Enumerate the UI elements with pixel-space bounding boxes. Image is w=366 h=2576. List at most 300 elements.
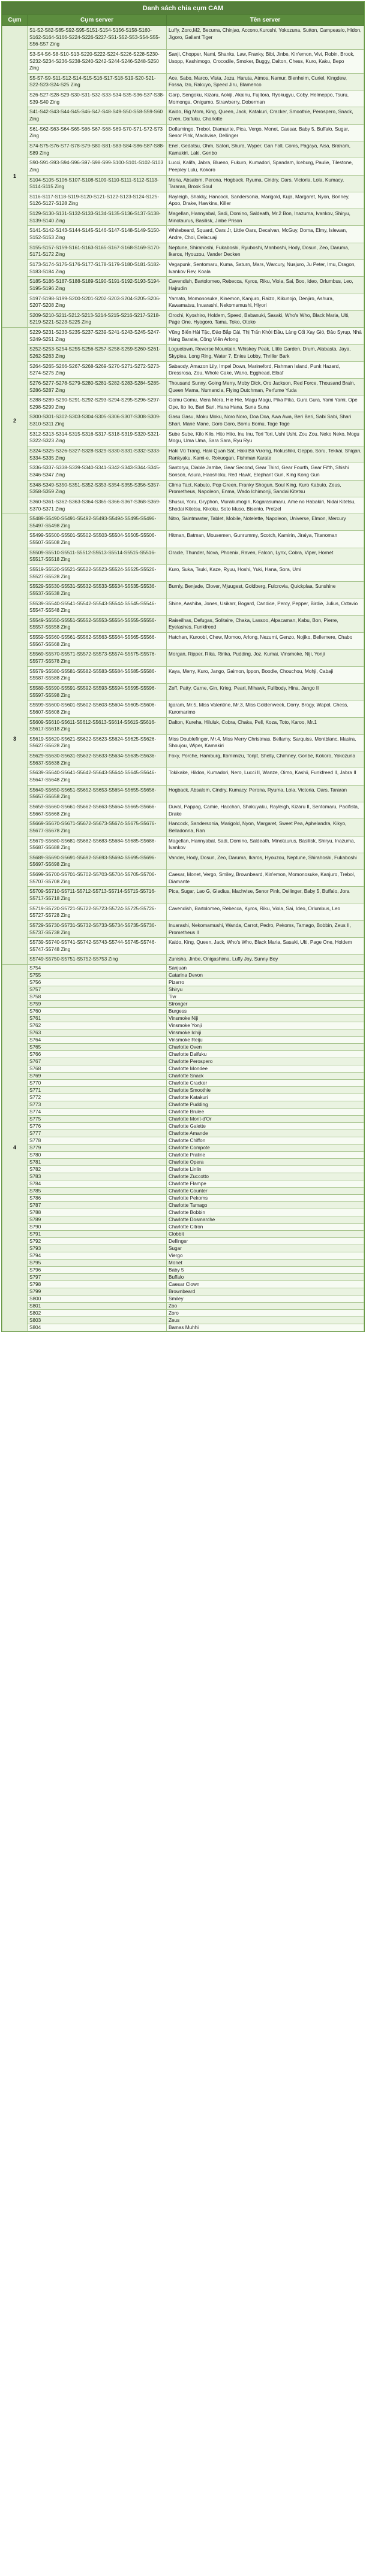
table-row xyxy=(2,328,364,345)
server-list-cell: S348-S349-S350-S351-S352-S353-S354-S355-S356-S357-S358-S359 Zing xyxy=(28,480,167,497)
server-list-cell: S336-S337-S338-S339-S340-S341-S342-S343-S344-S345-S346-S347 Zing xyxy=(28,463,167,480)
server-names-cell: Shine, Aashiba, Jones, Usikarr, Bogard, Candice, Percy, Pepper, Birdie, Julius, Octavio xyxy=(167,599,364,615)
server-list-cell: S798 xyxy=(28,1281,167,1288)
server-cluster-table xyxy=(2,2,364,1331)
table-body xyxy=(2,26,364,1331)
server-list-cell: S288-S289-S290-S291-S292-S293-S294-S295-S296-S297-S298-S299 Zing xyxy=(28,395,167,412)
server-names-cell: Hatchan, Kuroobi, Chew, Momoo, Arlong, Nezumi, Genzo, Nojiko, Bellemere, Chabo xyxy=(167,633,364,650)
table-row xyxy=(2,1080,364,1087)
server-list-cell: S761 xyxy=(28,1015,167,1022)
table-row xyxy=(2,1267,364,1274)
table-row xyxy=(2,1116,364,1123)
server-names-cell: Yamato, Momonosuke, Kinemon, Kanjuro, Raizo, Kikunojo, Denjiro, Ashura, Kawamatsu, Inuarashi, Nekomamushi, Hiyori xyxy=(167,294,364,310)
server-names-cell: Kaido, Big Mom, King, Queen, Jack, Katakuri, Cracker, Smoothie, Perospero, Snack, Oven, Daifuku, Charlotte xyxy=(167,107,364,124)
server-names-cell: Hitman, Batman, Mousemen, Gunrummy, Scotch, Kamirin, Jiraiya, Titanoman xyxy=(167,531,364,548)
server-list-cell: S5619-S5620-S5621-S5622-S5623-S5624-S5625-S5626-S5627-S5628 Zing xyxy=(28,734,167,751)
table-row xyxy=(2,1008,364,1015)
table-row xyxy=(2,175,364,192)
server-names-cell: Bamas Muhhi xyxy=(167,1324,364,1331)
server-names-cell: Stronger xyxy=(167,1001,364,1008)
server-names-cell: Charlotte Pudding xyxy=(167,1101,364,1109)
server-names-cell: Haki Vũ Trang, Haki Quan Sát, Haki Bá Vương, Rokushiki, Geppo, Soru, Tekkai, Shigan, Rankyaku, Kami-e, Rokuogan, Fishman Karate xyxy=(167,446,364,463)
table-row xyxy=(2,785,364,802)
server-list-cell: S801 xyxy=(28,1303,167,1310)
server-names-cell: Sube Sube, Kilo Kilo, Hito Hito, Inu Inu, Tori Tori, Ushi Ushi, Zou Zou, Neko Neko, Mogu Mogu, Uma Uma, Sara Sara, Ryu Ryu xyxy=(167,429,364,446)
table-row xyxy=(2,1159,364,1166)
table-row xyxy=(2,1029,364,1037)
server-names-cell: Charlotte Compote xyxy=(167,1144,364,1152)
server-list-cell: S794 xyxy=(28,1252,167,1260)
group-label: 2 xyxy=(2,328,28,514)
header-names: Tên server xyxy=(167,15,364,26)
server-list-cell: S129-S130-S131-S132-S133-S134-S135-S136-S137-S138-S139-S140 Zing xyxy=(28,209,167,226)
table-row xyxy=(2,986,364,993)
table-row xyxy=(2,1274,364,1281)
server-names-cell: Charlotte Brulee xyxy=(167,1109,364,1116)
server-names-cell: Garp, Sengoku, Kizaru, Aokiji, Akainu, Fujitora, Ryokugyu, Coby, Helmeppo, Tsuru, Momonga, Onigumo, Strawberry, Doberman xyxy=(167,90,364,107)
server-list-cell: S790 xyxy=(28,1224,167,1231)
server-list-cell: S74-S75-S76-S77-S78-S79-S80-S81-S83-S84-S86-S87-S88-S89 Zing xyxy=(28,141,167,158)
server-list-cell: S788 xyxy=(28,1209,167,1216)
server-names-cell: Charlotte Oven xyxy=(167,1044,364,1051)
server-list-cell: S312-S313-S314-S315-S316-S317-S318-S319-S320-S321-S322-S323 Zing xyxy=(28,429,167,446)
server-names-cell: Whitebeard, Squard, Oars Jr, Little Oars, Decalvan, McGuy, Doma, Elmy, Islewan, Andre, Choi, Delacuaji xyxy=(167,226,364,243)
server-names-cell: Charlotte Praline xyxy=(167,1152,364,1159)
server-list-cell: S5659-S5660-S5661-S5662-S5663-S5664-S5665-S5666-S5667-S5668 Zing xyxy=(28,802,167,819)
server-list-cell: S781 xyxy=(28,1159,167,1166)
table-row xyxy=(2,683,364,700)
server-list-cell: S754 xyxy=(28,965,167,972)
table-row xyxy=(2,582,364,599)
table-row xyxy=(2,920,364,937)
server-names-cell: Morgan, Ripper, Rika, Ririka, Pudding, Joz, Kumai, Vinsmoke, Niji, Yonji xyxy=(167,650,364,666)
server-list-cell: S5679-S5680-S5681-S5682-S5683-S5684-S5685-S5686-S5687-S5688 Zing xyxy=(28,836,167,853)
server-names-cell: Ace, Sabo, Marco, Vista, Jozu, Haruta, Atmos, Namur, Blenheim, Curiel, Kingdew, Fossa, Izo, Rakuyo, Speed Jiru, Blamenco xyxy=(167,73,364,90)
server-list-cell: S116-S117-S118-S119-S120-S121-S122-S123-S124-S125-S126-S127-S128 Zing xyxy=(28,192,167,209)
table-row xyxy=(2,1037,364,1044)
table-row xyxy=(2,1109,364,1116)
server-names-cell: Charlotte Dosmarche xyxy=(167,1216,364,1224)
server-names-cell: Thousand Sunny, Going Merry, Moby Dick, Oro Jackson, Red Force, Thousand Brain, Queen Mama, Numancia, Flying Dutchman, Perfume Yuda xyxy=(167,378,364,395)
server-list-cell: S5569-S5570-S5571-S5572-S5573-S5574-S5575-S5576-S5577-S5578 Zing xyxy=(28,650,167,666)
server-list-cell: S782 xyxy=(28,1166,167,1173)
table-row xyxy=(2,1288,364,1295)
table-row xyxy=(2,993,364,1001)
table-row xyxy=(2,310,364,327)
server-names-cell: Zeus xyxy=(167,1317,364,1324)
server-list-cell: S795 xyxy=(28,1260,167,1267)
server-names-cell: Charlotte Mondee xyxy=(167,1065,364,1073)
table-row xyxy=(2,599,364,615)
table-row xyxy=(2,446,364,463)
table-row xyxy=(2,1130,364,1137)
server-list-cell: S173-S174-S175-S176-S177-S178-S179-S180-S181-S182-S183-S184 Zing xyxy=(28,259,167,276)
server-names-cell: Charlotte Chiffon xyxy=(167,1137,364,1144)
table-row xyxy=(2,226,364,243)
server-names-cell: Vander, Hody, Dosun, Zeo, Daruma, Ikaros, Hyouzou, Neptune, Shirahoshi, Fukaboshi xyxy=(167,853,364,869)
server-list-cell: S774 xyxy=(28,1109,167,1116)
server-names-cell: Foxy, Porche, Hamburg, Itomimizu, Tonjit, Shelly, Chimney, Gonbe, Kokoro, Yokozuna xyxy=(167,751,364,768)
table-row xyxy=(2,717,364,734)
table-row xyxy=(2,965,364,972)
server-list-cell: S775 xyxy=(28,1116,167,1123)
server-list-cell: S773 xyxy=(28,1101,167,1109)
table-row xyxy=(2,1001,364,1008)
server-names-cell: Tiw xyxy=(167,993,364,1001)
table-row xyxy=(2,1022,364,1029)
table-row xyxy=(2,955,364,965)
server-names-cell: Luffy, Zoro,M2, Becurra, Chinjao, Accono,Kuroshi, Yokozuna, Sutton, Campeasio, Hidon, Jigoro, Gallant Tiger xyxy=(167,26,364,50)
table-row xyxy=(2,1188,364,1195)
server-names-cell: Gomu Gomu, Mera Mera, Hie Hie, Magu Magu, Pika Pika, Gura Gura, Yami Yami, Ope Ope, Ito Ito, Bari Bari, Hana Hana, Suna Suna xyxy=(167,395,364,412)
table-row xyxy=(2,412,364,429)
server-list-cell: S766 xyxy=(28,1051,167,1058)
server-list-cell: S777 xyxy=(28,1130,167,1137)
server-names-cell: Charlotte Linlin xyxy=(167,1166,364,1173)
server-names-cell: Zoro xyxy=(167,1310,364,1317)
table-row xyxy=(2,700,364,717)
server-names-cell: Vũng Biển Hải Tặc, Đảo Bắp Cải, Thị Trấn Khởi Đầu, Làng Cối Xay Gió, Đảo Syrup, Nhà Hàng Baratie, Công Viên Arlong xyxy=(167,328,364,345)
table-row xyxy=(2,497,364,514)
server-names-cell: Charlotte Perospero xyxy=(167,1058,364,1065)
table-row xyxy=(2,1216,364,1224)
server-names-cell: Loguetown, Reverse Mountain, Whiskey Peak, Little Garden, Drum, Alabasta, Jaya, Skypiea, Long Ring, Water 7, Enies Lobby, Thriller Bark xyxy=(167,345,364,361)
server-names-cell: Santoryu, Diable Jambe, Gear Second, Gear Third, Gear Fourth, Gear Fifth, Shishi Sonson, Asura, Haoshoku, Red Hawk, Elephant Gun, King Kong Gun xyxy=(167,463,364,480)
table-row xyxy=(2,548,364,564)
table-row xyxy=(2,1101,364,1109)
server-list-cell: S768 xyxy=(28,1065,167,1073)
server-list-cell: S5609-S5610-S5611-S5612-S5613-S5614-S5615-S5616-S5617-S5618 Zing xyxy=(28,717,167,734)
server-list-cell: S765 xyxy=(28,1044,167,1051)
server-list-cell: S793 xyxy=(28,1245,167,1252)
table-row xyxy=(2,1260,364,1267)
header-group: Cụm xyxy=(2,15,28,26)
server-names-cell: Charlotte Daifuku xyxy=(167,1051,364,1058)
server-names-cell: Vinsmoke Yonji xyxy=(167,1022,364,1029)
server-list-cell: S5709-S5710-S5711-S5712-S5713-S5714-S5715-S5716-S5717-S5718 Zing xyxy=(28,887,167,904)
server-list-cell: S276-S277-S278-S279-S280-S281-S282-S283-S284-S285-S286-S287 Zing xyxy=(28,378,167,395)
server-list-cell: S785 xyxy=(28,1188,167,1195)
server-names-cell: Charlotte Galette xyxy=(167,1123,364,1130)
server-names-cell: Charlotte Katakuri xyxy=(167,1094,364,1101)
server-names-cell: Cavendish, Bartolomeo, Rebecca, Kyros, Riku, Viola, Sai, Boo, Ideo, Orlumbus, Leo, Hajrudin xyxy=(167,277,364,294)
table-row xyxy=(2,1180,364,1188)
server-list-cell: S797 xyxy=(28,1274,167,1281)
server-list-cell: S776 xyxy=(28,1123,167,1130)
server-names-cell: Nitro, Saintmaster, Tablet, Mobile, Notelette, Napoleon, Universe, Elmon, Mercury xyxy=(167,514,364,531)
server-names-cell: Charlotte Bobbin xyxy=(167,1209,364,1216)
table-row xyxy=(2,751,364,768)
server-list-cell: S755 xyxy=(28,972,167,979)
table-row xyxy=(2,107,364,124)
server-list-cell: S787 xyxy=(28,1202,167,1209)
table-row xyxy=(2,979,364,986)
server-names-cell: Charlotte Opera xyxy=(167,1159,364,1166)
table-row xyxy=(2,972,364,979)
server-list-cell: S5689-S5690-S5691-S5692-S5693-S5694-S5695-S5696-S5697-S5698 Zing xyxy=(28,853,167,869)
server-names-cell: Pica, Sugar, Lao G, Gladius, Machvise, Senor Pink, Dellinger, Baby 5, Buffalo, Jora xyxy=(167,887,364,904)
table-row xyxy=(2,395,364,412)
server-names-cell: Igaram, Mr.5, Miss Valentine, Mr.3, Miss Goldenweek, Dorry, Brogy, Wapol, Chess, Kuromarimo xyxy=(167,700,364,717)
table-row xyxy=(2,1094,364,1101)
server-names-cell: Kuro, Suka, Tsuki, Kaze, Ryuu, Hoshi, Yuki, Hana, Sora, Umi xyxy=(167,565,364,582)
server-list-cell: S769 xyxy=(28,1073,167,1080)
table-row xyxy=(2,1015,364,1022)
table-row xyxy=(2,73,364,90)
server-names-cell: Buffalo xyxy=(167,1274,364,1281)
server-names-cell: Neptune, Shirahoshi, Fukaboshi, Ryuboshi, Manboshi, Hody, Dosun, Zeo, Daruma, Ikaros, Hyouzou, Vander Decken xyxy=(167,243,364,259)
server-list-cell: S5539-S5540-S5541-S5542-S5543-S5544-S5545-S5546-S5547-S5548 Zing xyxy=(28,599,167,615)
server-list-cell: S786 xyxy=(28,1195,167,1202)
server-list-cell: S779 xyxy=(28,1144,167,1152)
server-list-cell: S5639-S5640-S5641-S5642-S5643-S5644-S5645-S5646-S5647-S5648 Zing xyxy=(28,768,167,785)
server-list-cell: S5649-S5650-S5651-S5652-S5653-S5654-S5655-S5656-S5657-S5658 Zing xyxy=(28,785,167,802)
server-names-cell: Baby 5 xyxy=(167,1267,364,1274)
server-list-cell: S796 xyxy=(28,1267,167,1274)
server-names-cell: Miss Doublefinger, Mr.4, Miss Merry Christmas, Bellamy, Sarquiss, Montblanc, Masira, Shoujou, Wiper, Kamakiri xyxy=(167,734,364,751)
table-row xyxy=(2,345,364,361)
server-list-cell: S90-S91-S93-S94-S96-S97-S98-S99-S100-S101-S102-S103 Zing xyxy=(28,158,167,175)
server-list-cell: S5749-S5750-S5751-S5752-S5753 Zing xyxy=(28,955,167,965)
server-names-cell: Dellinger xyxy=(167,1238,364,1245)
server-names-cell: Lucci, Kalifa, Jabra, Blueno, Fukuro, Kumadori, Spandam, Iceburg, Paulie, Tilestone, Peepley Lulu, Kokoro xyxy=(167,158,364,175)
server-names-cell: Sanjuan xyxy=(167,965,364,972)
table-row xyxy=(2,1324,364,1331)
table-row xyxy=(2,124,364,141)
server-list-cell: S772 xyxy=(28,1094,167,1101)
server-list-cell: S61-S62-S63-S64-S65-S66-S67-S68-S69-S70-S71-S72-S73 Zing xyxy=(28,124,167,141)
server-list-cell: S783 xyxy=(28,1173,167,1180)
server-list-cell: S5719-S5720-S5721-S5722-S5723-S5724-S5725-S5726-S5727-S5728 Zing xyxy=(28,904,167,920)
table-row xyxy=(2,615,364,632)
table-row xyxy=(2,1065,364,1073)
table-row xyxy=(2,565,364,582)
server-names-cell: Moria, Absalom, Perona, Hogback, Ryuma, Cindry, Oars, Victoria, Lola, Kumacy, Tararan, Brook Soul xyxy=(167,175,364,192)
server-names-cell: Sanji, Chopper, Nami, Shanks, Law, Franky, Bibi, Jinbe, Kin'emon, Vivi, Robin, Brook, Usopp, Kashimogo, Crocodile, Smoker, Buggy, Dalton, Chess, Kuro, Kaku, Bepo xyxy=(167,49,364,73)
server-list-cell: S5509-S5510-S5511-S5512-S5513-S5514-S5515-S5516-S5517-S5518 Zing xyxy=(28,548,167,564)
server-cluster-sheet xyxy=(1,1,365,1332)
server-list-cell: S324-S325-S326-S327-S328-S329-S330-S331-S332-S333-S334-S335 Zing xyxy=(28,446,167,463)
server-names-cell: Raiseilhas, Defugas, Solitaire, Chaka, Lassoo, Alpacaman, Kabu, Bon, Pierre, Eyelashes, Funkfreed xyxy=(167,615,364,632)
server-list-cell: S803 xyxy=(28,1317,167,1324)
server-names-cell: Rayleigh, Shakky, Hancock, Sandersonia, Marigold, Kuja, Margaret, Nyon, Bonney, Apoo, Drake, Hawkins, Killer xyxy=(167,192,364,209)
server-list-cell: S760 xyxy=(28,1008,167,1015)
server-names-cell: Kaya, Merry, Kuro, Jango, Gaimon, Ippon, Boodle, Chouchou, Mohji, Cabaji xyxy=(167,666,364,683)
server-list-cell: S5559-S5560-S5561-S5562-S5563-S5564-S5565-S5566-S5567-S5568 Zing xyxy=(28,633,167,650)
server-names-cell: Vegapunk, Sentomaru, Kuma, Saturn, Mars, Warcury, Nusjuro, Ju Peter, Imu, Dragon, Ivankov Rev, Koala xyxy=(167,259,364,276)
server-list-cell: S1-S2-S82-S85-S92-S95-S151-S154-S156-S158-S160-S162-S164-S166-S224-S226-S227-S51-S52-S53-S54-S55-S56-S57 Zing xyxy=(28,26,167,50)
table-row xyxy=(2,1231,364,1238)
server-names-cell: Hogback, Absalom, Cindry, Kumacy, Perona, Ryuma, Lola, Victoria, Oars, Tararan xyxy=(167,785,364,802)
server-list-cell: S264-S265-S266-S267-S268-S269-S270-S271-S272-S273-S274-S275 Zing xyxy=(28,361,167,378)
server-list-cell: S784 xyxy=(28,1180,167,1188)
server-list-cell: S5489-S5490-S5491-S5492-S5493-S5494-S5495-S5496-S5497-S5498 Zing xyxy=(28,514,167,531)
server-list-cell: S756 xyxy=(28,979,167,986)
table-row xyxy=(2,1087,364,1094)
server-names-cell: Clima Tact, Kabuto, Pop Green, Franky Shogun, Soul King, Kuro Kabuto, Zeus, Prometheus, Napoleon, Enma, Wado Ichimonji, Sandai Kitetsu xyxy=(167,480,364,497)
table-row xyxy=(2,1152,364,1159)
server-names-cell: Charlotte Zuccotto xyxy=(167,1173,364,1180)
server-names-cell: Burnly, Benjade, Clover, Mjuugest, Goldberg, Fulcrovia, Quickplaa, Sunshine xyxy=(167,582,364,599)
server-names-cell: Charlotte Tamago xyxy=(167,1202,364,1209)
table-row xyxy=(2,768,364,785)
table-row xyxy=(2,1173,364,1180)
server-list-cell: S771 xyxy=(28,1087,167,1094)
table-row xyxy=(2,1281,364,1288)
server-list-cell: S41-S42-S43-S44-S45-S46-S47-S48-S49-S50-S58-S59-S60 Zing xyxy=(28,107,167,124)
server-list-cell: S229-S231-S233-S235-S237-S239-S241-S243-S245-S247-S249-S251 Zing xyxy=(28,328,167,345)
server-list-cell: S5669-S5670-S5671-S5672-S5673-S5674-S5675-S5676-S5677-S5678 Zing xyxy=(28,819,167,836)
server-list-cell: S780 xyxy=(28,1152,167,1159)
server-list-cell: S802 xyxy=(28,1310,167,1317)
server-list-cell: S197-S198-S199-S200-S201-S202-S203-S204-S205-S206-S207-S208 Zing xyxy=(28,294,167,310)
server-names-cell: Cavendish, Bartolomeo, Rebecca, Kyros, Riku, Viola, Sai, Ideo, Orlumbus, Leo xyxy=(167,904,364,920)
table-row xyxy=(2,1209,364,1216)
server-list-cell: S762 xyxy=(28,1022,167,1029)
server-list-cell: S5529-S5530-S5531-S5532-S5533-S5534-S5535-S5536-S5537-S5538 Zing xyxy=(28,582,167,599)
server-list-cell: S758 xyxy=(28,993,167,1001)
table-row xyxy=(2,429,364,446)
server-names-cell: Caesar, Monet, Vergo, Smiley, Brownbeard, Kin'emon, Momonosuke, Kanjuro, Trebol, Diamante xyxy=(167,870,364,887)
server-names-cell: Sugar xyxy=(167,1245,364,1252)
group-label: 1 xyxy=(2,26,28,328)
server-list-cell: S5599-S5600-S5601-S5602-S5603-S5604-S5605-S5606-S5607-S5608 Zing xyxy=(28,700,167,717)
server-names-cell: Charlotte Flampe xyxy=(167,1180,364,1188)
table-row xyxy=(2,819,364,836)
server-list-cell: S791 xyxy=(28,1231,167,1238)
server-list-cell: S209-S210-S211-S212-S213-S214-S215-S216-S217-S218-S219-S221-S223-S225 Zing xyxy=(28,310,167,327)
server-names-cell: Viergo xyxy=(167,1252,364,1260)
table-row xyxy=(2,1224,364,1231)
server-list-cell: S5699-S5700-S5701-S5702-S5703-S5704-S5705-S5706-S5707-S5708 Zing xyxy=(28,870,167,887)
table-row xyxy=(2,938,364,955)
table-row xyxy=(2,734,364,751)
table-row xyxy=(2,243,364,259)
table-row xyxy=(2,1238,364,1245)
server-names-cell: Gasu Gasu, Moku Moku, Noro Noro, Doa Doa, Awa Awa, Beri Beri, Sabi Sabi, Shari Shari, Mane Mane, Goro Goro, Bomu Bomu, Toge Toge xyxy=(167,412,364,429)
server-names-cell: Vinsmoke Ichiji xyxy=(167,1029,364,1037)
table-row xyxy=(2,294,364,310)
server-names-cell: Monet xyxy=(167,1260,364,1267)
table-row xyxy=(2,802,364,819)
server-list-cell: S778 xyxy=(28,1137,167,1144)
table-row xyxy=(2,853,364,869)
server-names-cell: Hancock, Sandersonia, Marigold, Nyon, Margaret, Sweet Pea, Aphelandra, Kikyo, Belladonna, Ran xyxy=(167,819,364,836)
table-row xyxy=(2,1295,364,1303)
table-row xyxy=(2,480,364,497)
server-names-cell: Magellan, Hannyabal, Sadi, Domino, Saldeath, Mr.2 Bon, Inazuma, Ivankov, Shiryu, Minotaurus, Basilisk, Jinbe Prison xyxy=(167,209,364,226)
server-list-cell: S5499-S5500-S5501-S5502-S5503-S5504-S5505-S5506-S5507-S5508 Zing xyxy=(28,531,167,548)
server-names-cell: Zoo xyxy=(167,1303,364,1310)
table-row xyxy=(2,633,364,650)
server-names-cell: Zunisha, Jinbe, Onigashima, Luffy Joy, Sunny Boy xyxy=(167,955,364,965)
server-names-cell: Orochi, Kyoshiro, Holdem, Speed, Babanuki, Sasaki, Who's Who, Black Maria, Ulti, Page One, Hyogoro, Tama, Toko, Otoko xyxy=(167,310,364,327)
server-names-cell: Charlotte Cracker xyxy=(167,1080,364,1087)
table-row xyxy=(2,1137,364,1144)
table-row xyxy=(2,1123,364,1130)
table-row xyxy=(2,1166,364,1173)
server-names-cell: Enel, Gedatsu, Ohm, Satori, Shura, Wyper, Gan Fall, Conis, Pagaya, Aisa, Braham, Kamakiri, Laki, Genbo xyxy=(167,141,364,158)
server-names-cell: Oracle, Thunder, Nova, Phoenix, Raven, Falcon, Lynx, Cobra, Viper, Hornet xyxy=(167,548,364,564)
server-names-cell: Pizarro xyxy=(167,979,364,986)
server-names-cell: Charlotte Amande xyxy=(167,1130,364,1137)
server-names-cell: Sabaody, Amazon Lily, Impel Down, Marineford, Fishman Island, Punk Hazard, Dressrosa, Zou, Whole Cake, Wano, Egghead, Elbaf xyxy=(167,361,364,378)
table-row xyxy=(2,1195,364,1202)
server-list-cell: S5629-S5630-S5631-S5632-S5633-S5634-S5635-S5636-S5637-S5638 Zing xyxy=(28,751,167,768)
table-row xyxy=(2,463,364,480)
server-list-cell: S185-S186-S187-S188-S189-S190-S191-S192-S193-S194-S195-S196 Zing xyxy=(28,277,167,294)
server-list-cell: S360-S361-S362-S363-S364-S365-S366-S367-S368-S369-S370-S371 Zing xyxy=(28,497,167,514)
table-row xyxy=(2,209,364,226)
server-list-cell: S141-S142-S143-S144-S145-S146-S147-S148-S149-S150-S152-S153 Zing xyxy=(28,226,167,243)
server-names-cell: Charlotte Pekoms xyxy=(167,1195,364,1202)
server-names-cell: Duval, Pappag, Camie, Hacchan, Shakuyaku, Rayleigh, Kizaru II, Sentomaru, Pacifista, Drake xyxy=(167,802,364,819)
table-row xyxy=(2,277,364,294)
server-list-cell: S767 xyxy=(28,1058,167,1065)
server-list-cell: S5589-S5590-S5591-S5592-S5593-S5594-S5595-S5596-S5597-S5598 Zing xyxy=(28,683,167,700)
server-list-cell: S5549-S5550-S5551-S5552-S5553-S5554-S5555-S5556-S5557-S5558 Zing xyxy=(28,615,167,632)
server-names-cell: Charlotte Citron xyxy=(167,1224,364,1231)
server-list-cell: S5729-S5730-S5731-S5732-S5733-S5734-S5735-S5736-S5737-S5738 Zing xyxy=(28,920,167,937)
table-row xyxy=(2,1051,364,1058)
server-list-cell: S5519-S5520-S5521-S5522-S5523-S5524-S5525-S5526-S5527-S5528 Zing xyxy=(28,565,167,582)
server-list-cell: S764 xyxy=(28,1037,167,1044)
table-row xyxy=(2,259,364,276)
server-list-cell: S757 xyxy=(28,986,167,993)
server-names-cell: Tokikake, Hildon, Kumadori, Nero, Lucci II, Wanze, Oimo, Kashii, Funkfreed II, Jabra II xyxy=(167,768,364,785)
server-names-cell: Shusui, Yoru, Gryphon, Murakumogiri, Kogarasumaru, Ame no Habakiri, Nidai Kitetsu, Shodai Kitetsu, Kikoku, Soto Muso, Bisento, Pretzel xyxy=(167,497,364,514)
server-names-cell: Zeff, Patty, Carne, Gin, Krieg, Pearl, Mihawk, Fullbody, Hina, Jango II xyxy=(167,683,364,700)
server-list-cell: S789 xyxy=(28,1216,167,1224)
server-names-cell: Kaido, King, Queen, Jack, Who's Who, Black Maria, Sasaki, Ulti, Page One, Holdem xyxy=(167,938,364,955)
server-names-cell: Doflamingo, Trebol, Diamante, Pica, Vergo, Monet, Caesar, Baby 5, Buffalo, Sugar, Senor Pink, Machvise, Dellinger xyxy=(167,124,364,141)
server-list-cell: S5739-S5740-S5741-S5742-S5743-S5744-S5745-S5746-S5747-S5748 Zing xyxy=(28,938,167,955)
table-row xyxy=(2,836,364,853)
table-row xyxy=(2,531,364,548)
table-row xyxy=(2,1073,364,1080)
server-list-cell: S252-S253-S254-S255-S256-S257-S258-S259-S260-S261-S262-S263 Zing xyxy=(28,345,167,361)
table-row xyxy=(2,1245,364,1252)
server-list-cell: S155-S157-S159-S161-S163-S165-S167-S168-S169-S170-S171-S172 Zing xyxy=(28,243,167,259)
table-row xyxy=(2,192,364,209)
server-names-cell: Brownbeard xyxy=(167,1288,364,1295)
server-names-cell: Vinsmoke Reiju xyxy=(167,1037,364,1044)
server-names-cell: Charlotte Mont-d'Or xyxy=(167,1116,364,1123)
server-list-cell: S5579-S5580-S5581-S5582-S5583-S5584-S5585-S5586-S5587-S5588 Zing xyxy=(28,666,167,683)
server-names-cell: Dalton, Kureha, Hiluluk, Cobra, Chaka, Pell, Koza, Toto, Karoo, Mr.1 xyxy=(167,717,364,734)
table-row xyxy=(2,904,364,920)
table-row xyxy=(2,26,364,50)
table-title: Danh sách chia cụm CAM xyxy=(2,2,364,15)
server-names-cell: Clobbit xyxy=(167,1231,364,1238)
table-title-row xyxy=(2,2,364,15)
table-row xyxy=(2,1044,364,1051)
server-names-cell: Charlotte Counter xyxy=(167,1188,364,1195)
server-list-cell: S759 xyxy=(28,1001,167,1008)
table-row xyxy=(2,1144,364,1152)
server-names-cell: Caesar Clown xyxy=(167,1281,364,1288)
server-list-cell: S770 xyxy=(28,1080,167,1087)
server-names-cell: Charlotte Smoothie xyxy=(167,1087,364,1094)
server-names-cell: Charlotte Snack xyxy=(167,1073,364,1080)
server-names-cell: Inuarashi, Nekomamushi, Wanda, Carrot, Pedro, Pekoms, Tamago, Bobbin, Zeus II, Prometheus II xyxy=(167,920,364,937)
server-names-cell: Shiryu xyxy=(167,986,364,993)
server-names-cell: Burgess xyxy=(167,1008,364,1015)
header-servers: Cụm server xyxy=(28,15,167,26)
table-row xyxy=(2,1252,364,1260)
server-list-cell: S799 xyxy=(28,1288,167,1295)
server-list-cell: S3-S4-S6-S8-S10-S13-S220-S222-S224-S226-S228-S230-S232-S234-S236-S238-S240-S242-S244-S246-S248-S250 Zing xyxy=(28,49,167,73)
